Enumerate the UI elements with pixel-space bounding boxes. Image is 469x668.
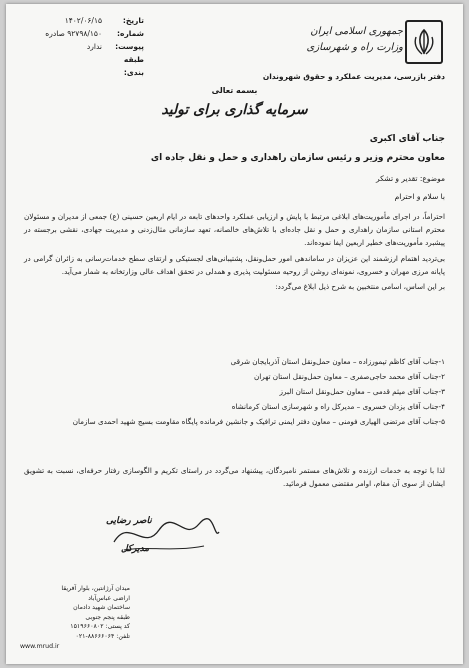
- list-item: ۲-جناب آقای محمد حاجی‌صفری – معاون حمل‌ونقل استان تهران: [253, 372, 445, 381]
- body-paragraph: احتراماً، در اجرای مأموریت‌های ابلاغی مرتبط با پایش و ارزیابی عملکرد واحدهای تابعه در ایام اربعین حسینی (ع) جمعی از مدیران و مسئولان محترم استانی سازمان راهداری و حمل و نقل جاده‌ای با تلاش‌های خالصانه، تعهد سازمانی مثال‌زدنی و مدیریت جهادی، نقشی برجسته در پیشبرد مأموریت‌های خطیر اربعین ایفا نموده‌اند.: [24, 212, 445, 248]
- bismillah: بسمه تعالی: [211, 86, 258, 95]
- number-label: شماره:: [117, 29, 144, 38]
- footer-line: ساختمان شهید دادمان: [73, 604, 130, 612]
- date-value: ۱۴۰۲/۰۶/۱۵: [64, 16, 102, 25]
- date-label: تاریخ:: [122, 16, 144, 25]
- iran-emblem-icon: [405, 20, 443, 64]
- letter-meta: [24, 14, 144, 79]
- honoree-list: [46, 354, 445, 429]
- subject-line: موضوع: تقدیر و تشکر: [375, 174, 445, 183]
- list-item: ۱-جناب آقای کاظم تیمورزاده – معاون حمل‌ونقل استان آذربایجان شرقی: [230, 357, 445, 366]
- signer-title: مدیرکل: [121, 544, 150, 554]
- attachment-value: ندارد: [86, 42, 102, 51]
- letter-body: [24, 210, 445, 295]
- classification-row: [24, 53, 144, 79]
- footer-line: اراضی عباس‌آباد: [88, 594, 130, 602]
- number-row: [24, 27, 144, 40]
- recipient-title: معاون محترم وزیر و رئیس سازمان راهداری و حمل و نقل جاده ای: [150, 153, 445, 163]
- letter-page: [6, 4, 463, 664]
- recipient-name: جناب آقای اکبری: [369, 134, 445, 144]
- department-name: دفتر بازرسی، مدیریت عملکرد و حقوق شهروندان: [262, 72, 445, 81]
- year-slogan: سرمایه گذاری برای تولید: [161, 102, 308, 118]
- date-row: [24, 14, 144, 27]
- list-item: ۵-جناب آقای مرتضی الهیاری فومنی – معاون دفتر ایمنی ترافیک و جانشین فرمانده پایگاه مقاومت بسیج شهید احمدی ساز‌مان: [72, 417, 445, 426]
- ministry-header: [307, 24, 403, 56]
- attachment-label: پیوست:: [115, 42, 144, 51]
- ministry-line-2: وزارت راه و شهرسازی: [306, 42, 403, 53]
- footer-address: [20, 584, 130, 651]
- footer-website: www.mrud.ir: [20, 642, 60, 650]
- body-paragraph: بی‌تردید اهتمام ارزشمند این عزیزان در ساماندهی امور حمل‌ونقل، پشتیبانی‌های لجستیکی و ارتقای سطح خدمات‌رسانی به زائران گرامی در پایانه مرزی مهران و خسروی، نمونه‌ای روشن از روحیه مسئولیت پذیری و همدلی در تحقق اهداف عالی وزارتخانه به شمار می‌آید.: [24, 253, 445, 276]
- attachment-row: [24, 40, 144, 53]
- number-value: ۹۲۷۹۸/۱۵۰ صادره: [45, 29, 102, 38]
- classification-label: طبقه بندی:: [123, 55, 144, 77]
- body-paragraph: بر این اساس، اسامی منتخبین به شرح ذیل ابلاغ می‌گردد:: [275, 282, 445, 292]
- footer-line: تلفن: ۸۸۶۶۶۰۶۴-۰۲۱: [75, 632, 130, 640]
- closing-paragraph: لذا با توجه به خدمات ارزنده و تلاش‌های مستمر نامبردگان، پیشنهاد می‌گردد در راستای تکریم و الگوسازی رفتار حرفه‌ای، نسبت به تشویق ایشان از سوی آن مقام، اوامر مقتضی معمول فرمائید.: [24, 466, 445, 489]
- greeting: با سلام و احترام: [394, 192, 445, 201]
- list-item: ۳-جناب آقای میثم قدمی – معاون حمل‌ونقل استان البرز: [279, 387, 445, 396]
- list-item: ۴-جناب آقای یزدان خسروی – مدیرکل راه و شهرسازی استان کرمانشاه: [231, 402, 445, 411]
- signer-name: ناصر رضایی: [106, 516, 152, 526]
- footer-line: طبقه پنجم جنوبی: [85, 613, 130, 621]
- footer-line: کد پستی: ۱۵۱۹۶۶۰۸۰۲: [70, 623, 130, 631]
- footer-line: میدان آرژانتین، بلوار آفریقا: [61, 585, 130, 592]
- ministry-line-1: جمهوری اسلامی ایران: [310, 26, 403, 37]
